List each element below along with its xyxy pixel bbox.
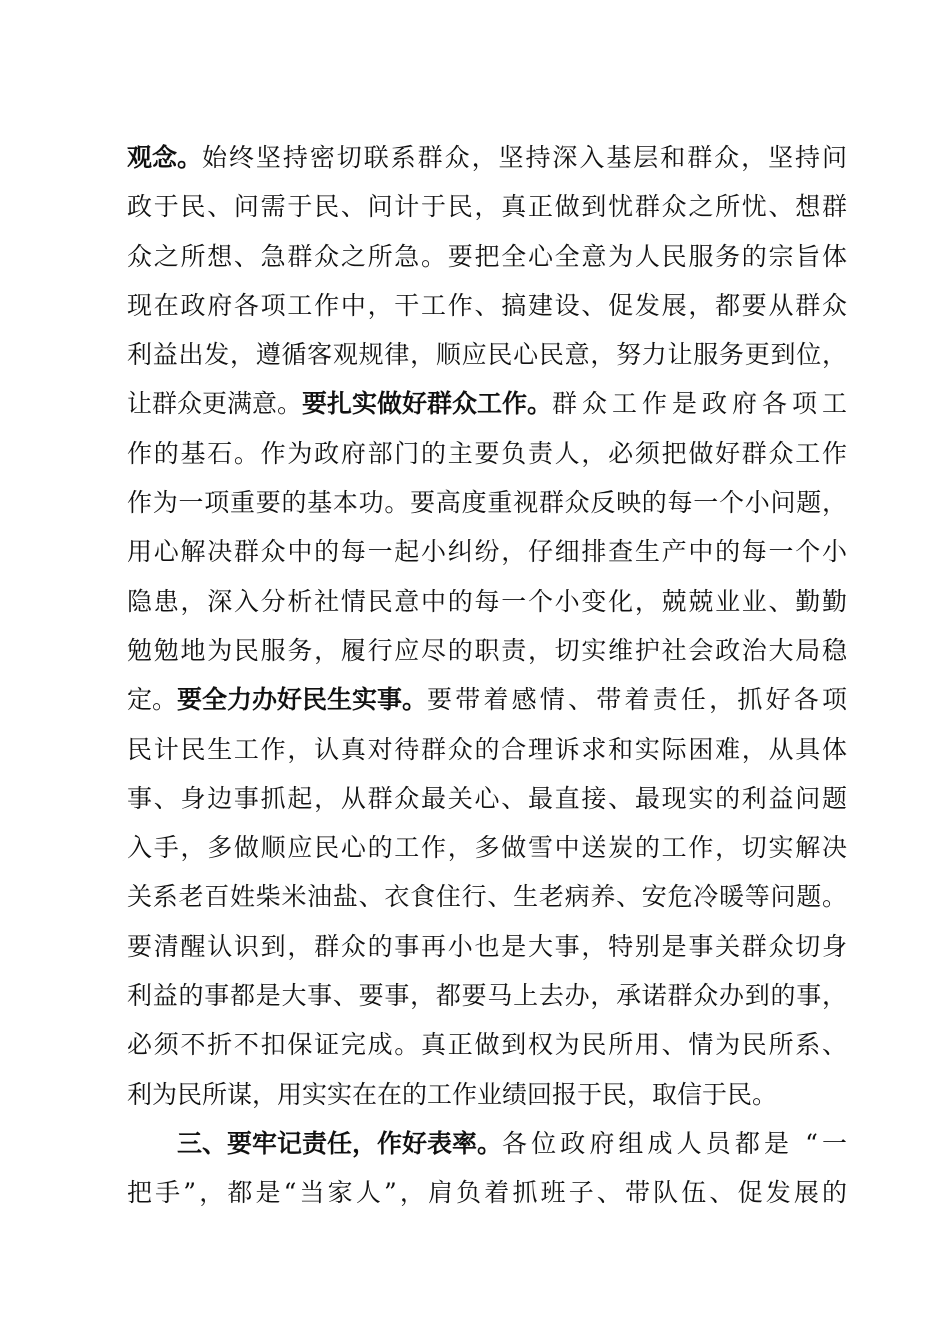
- line-text: 现在政府各项工作中，干工作、搞建设、促发展，都要从群众: [127, 290, 847, 320]
- line-text: 关系老百姓柴米油盐、衣食住行、生老病养、安危冷暖等问题。: [127, 882, 847, 912]
- line-text: 隐患，深入分析社情民意中的每一个小变化，兢兢业业、勤勤: [127, 586, 847, 616]
- text-line: [127, 429, 847, 478]
- line-text: 作的基石。作为政府部门的主要负责人，必须把做好群众工作: [127, 438, 847, 468]
- text-line: [127, 971, 847, 1020]
- text-line: [127, 1070, 847, 1119]
- line-text: 始终坚持密切联系群众，坚持深入基层和群众，坚持问: [202, 143, 847, 172]
- line-text: 利益的事都是大事、要事，都要马上去办，承诺群众办到的事，: [127, 981, 847, 1011]
- section-heading: 三、要牢记责任，作好表率。: [177, 1128, 503, 1158]
- line-text: 必须不折不扣保证完成。真正做到权为民所用、情为民所系、: [127, 1030, 847, 1060]
- text-line: [127, 577, 847, 626]
- line-text: 要清醒认识到，群众的事再小也是大事，特别是事关群众切身: [127, 931, 847, 961]
- text-line: [127, 330, 847, 379]
- text-line: [127, 182, 847, 231]
- text-line: [127, 823, 847, 872]
- line-text: 把手”，都是“当家人”，肩负着抓班子、带队伍、促发展的: [127, 1178, 847, 1208]
- line-text: 定。: [127, 685, 178, 715]
- line-text: 各位政府组成人员都是 “一: [502, 1128, 847, 1158]
- line-text: 政于民、问需于民、问计于民，真正做到忧群众之所忧、想群: [127, 192, 847, 222]
- line-text: 勉勉地为民服务，履行应尽的职责，切实维护社会政治大局稳: [127, 635, 847, 665]
- text-line: [127, 774, 847, 823]
- body-text: [127, 133, 847, 1218]
- text-line: [127, 675, 847, 724]
- text-line: [127, 478, 847, 527]
- text-line: [127, 1119, 847, 1168]
- line-text: 用心解决群众中的每一起小纠纷，仔细排查生产中的每一个小: [127, 537, 847, 567]
- text-line: [127, 133, 847, 182]
- emphasis-text: 观念。: [127, 143, 203, 172]
- paragraph-1: [127, 133, 847, 1119]
- line-text: 要带着感情、带着责任，抓好各项: [427, 685, 847, 715]
- text-line: [127, 379, 847, 428]
- text-line: [127, 232, 847, 281]
- line-text: 群众工作是政府各项工: [552, 389, 847, 419]
- line-text: 事、身边事抓起，从群众最关心、最直接、最现实的利益问题: [127, 783, 847, 813]
- line-text: 利益出发，遵循客观规律，顺应民心民意，努力让服务更到位，: [127, 340, 847, 370]
- text-line: [127, 281, 847, 330]
- text-line: [127, 725, 847, 774]
- text-line: [127, 1020, 847, 1069]
- line-text: 利为民所谋，用实实在在的工作业绩回报于民，取信于民。: [127, 1079, 778, 1109]
- text-line: [127, 1168, 847, 1217]
- emphasis-text: 要全力办好民生实事。: [177, 685, 428, 715]
- text-line: [127, 626, 847, 675]
- line-text: 作为一项重要的基本功。要高度重视群众反映的每一个小问题，: [127, 488, 847, 518]
- line-text: 众之所想、急群众之所急。要把全心全意为人民服务的宗旨体: [127, 241, 847, 271]
- line-text: 入手，多做顺应民心的工作，多做雪中送炭的工作，切实解决: [127, 833, 847, 863]
- text-line: [127, 872, 847, 921]
- line-text: 让群众更满意。: [127, 389, 303, 419]
- emphasis-text: 要扎实做好群众工作。: [302, 389, 553, 419]
- line-text: 民计民生工作，认真对待群众的合理诉求和实际困难，从具体: [127, 734, 847, 764]
- text-line: [127, 922, 847, 971]
- paragraph-2: [127, 1119, 847, 1218]
- text-line: [127, 527, 847, 576]
